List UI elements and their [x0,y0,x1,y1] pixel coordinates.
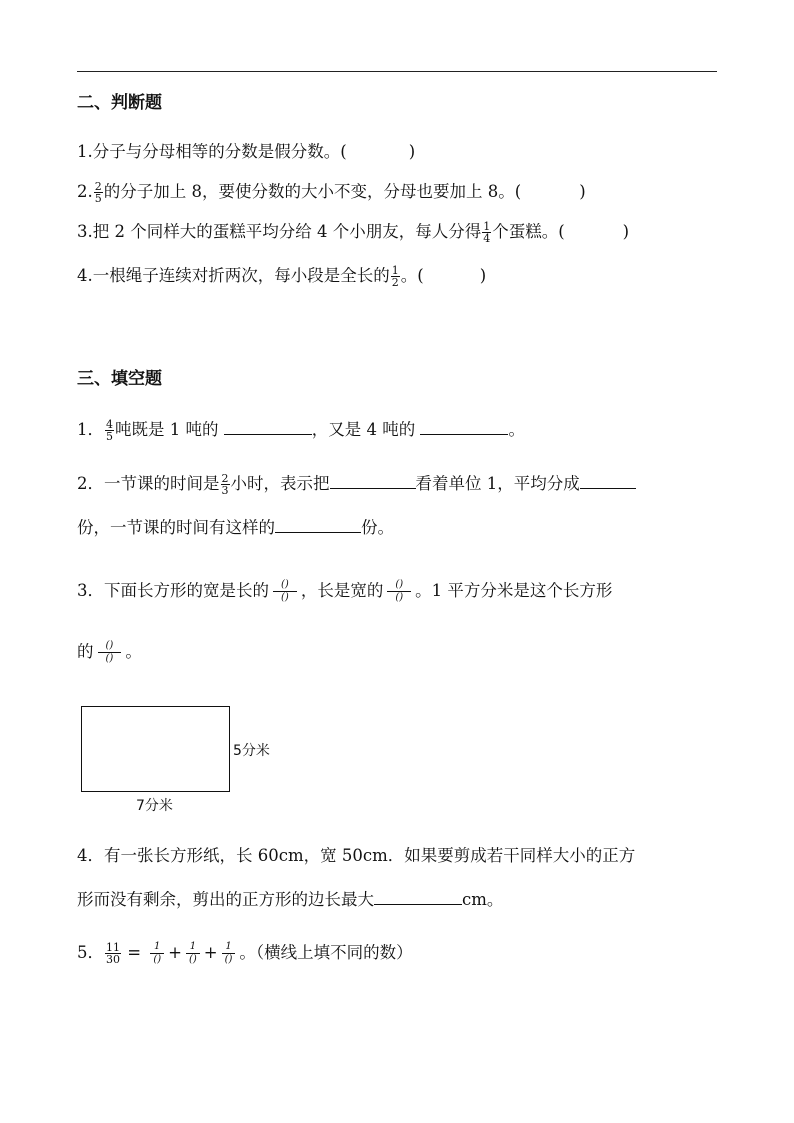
rectangle-height-label: 5分米 [233,743,270,759]
fill-question-5 [77,942,413,965]
fraction-blank-denominator: () [186,953,200,965]
question-text: ，长是宽的 [300,581,384,600]
fraction [105,419,114,442]
fraction-blank-numerator: () [281,579,289,590]
fraction-blank-denominator: () [98,652,122,664]
fraction-numerator: 2 [221,472,229,485]
fraction-blank-denominator: () [387,591,411,603]
fraction-denominator: 5 [106,430,113,443]
answer-paren-close: ) [408,142,416,161]
fraction [94,181,103,204]
fraction-numerator: 1 [189,941,197,952]
fill-question-2-line-2 [77,516,394,539]
answer-blank[interactable] [224,418,312,435]
answer-blank[interactable] [374,888,462,905]
answer-blank[interactable] [420,418,508,435]
fraction [391,265,400,288]
fraction-numerator: 1 [225,941,232,952]
answer-paren-close: ) [579,182,586,201]
fraction [105,942,121,965]
question-number: 2. [77,182,93,201]
question-text: 个蛋糕。( [492,222,565,241]
answer-blank[interactable] [580,472,636,489]
question-text: 的 [77,642,94,661]
fraction-blank[interactable] [98,641,122,664]
fraction-denominator: 2 [391,276,399,289]
unit-fraction-blank[interactable] [150,942,164,965]
question-text: 4.一根绳子连续对折两次，每小段是全长的 [77,266,390,285]
question-number: 1． [77,420,104,439]
question-text: 3.把 2 个同样大的蛋糕平均分给 4 个小朋友，每人分得 [77,222,482,241]
judge-question-2 [77,181,586,204]
answer-blank[interactable] [275,516,361,533]
fraction-numerator: 2 [94,180,102,193]
fill-question-3-line-2 [77,641,142,664]
fraction-denominator: 3 [221,484,229,497]
question-text: 的分子加上 8，要使分数的大小不变，分母也要加上 8。( [103,182,522,201]
fraction-numerator: 1 [391,264,399,277]
judge-question-1 [77,141,415,163]
fraction-numerator: 1 [154,941,161,952]
question-text: 。 [125,642,142,661]
equals-sign: = [127,943,142,962]
fill-question-1 [77,418,525,442]
fraction-numerator: 11 [106,941,120,954]
fraction-blank[interactable] [273,580,297,603]
question-text: 3．下面长方形的宽是长的 [77,581,269,600]
rectangle-figure [81,706,230,792]
judge-question-4 [77,265,486,288]
question-text: 形而没有剩余，剪出的正方形的边长最大 [77,890,374,909]
question-text: 。( [400,266,424,285]
fraction-numerator: 4 [106,418,113,431]
fraction [482,221,491,244]
question-text: 1.分子与分母相等的分数是假分数。( [77,142,347,161]
judge-question-3 [77,221,629,244]
rectangle-width-label: 7分米 [136,798,173,814]
question-text: 看着单位 1，平均分成 [415,474,580,493]
fraction-denominator: 5 [94,192,102,205]
fraction-denominator: 30 [106,953,120,966]
fill-question-4-line-2 [77,888,503,911]
fill-question-4-line-1: 4．有一张长方形纸，长 60cm，宽 50cm．如果要剪成若干同样大小的正方 [77,846,636,865]
header-rule [77,71,717,72]
unit-fraction-blank[interactable] [186,942,200,965]
plus-sign: + [168,943,182,962]
fraction-blank-denominator: () [273,591,297,603]
fraction-blank-denominator: () [150,953,164,965]
unit-fraction-blank[interactable] [222,942,236,965]
plus-sign: + [203,943,218,962]
question-text: 小时，表示把 [230,474,330,493]
answer-paren-close: ) [622,222,630,241]
question-text: 。 [508,420,525,439]
fill-question-2-line-1 [77,472,636,496]
question-text: 。（横线上填不同的数） [239,943,413,962]
question-text: ，又是 4 吨的 [311,420,421,439]
fraction-numerator: 1 [483,220,491,233]
fraction-blank-denominator: () [222,953,236,965]
answer-paren-close: ) [479,266,487,285]
question-text: 份。 [361,518,394,537]
question-text: 吨既是 1 吨的 [115,420,224,439]
section-heading-fill-blank: 三、填空题 [77,369,162,389]
question-text: 份，一节课的时间有这样的 [77,518,275,537]
fraction-denominator: 4 [483,232,491,245]
fraction-blank-numerator: () [105,640,114,651]
question-text: 。1 平方分米是这个长方形 [415,581,613,600]
question-text: cm。 [462,890,504,909]
fraction-blank-numerator: () [395,579,404,590]
fill-question-3-line-1 [77,580,612,603]
question-text: 2．一节课的时间是 [77,474,220,493]
fraction-blank[interactable] [387,580,411,603]
section-heading-judgement: 二、判断题 [77,93,162,113]
answer-blank[interactable] [330,472,416,489]
question-number: 5． [77,943,104,962]
fraction [221,473,230,496]
